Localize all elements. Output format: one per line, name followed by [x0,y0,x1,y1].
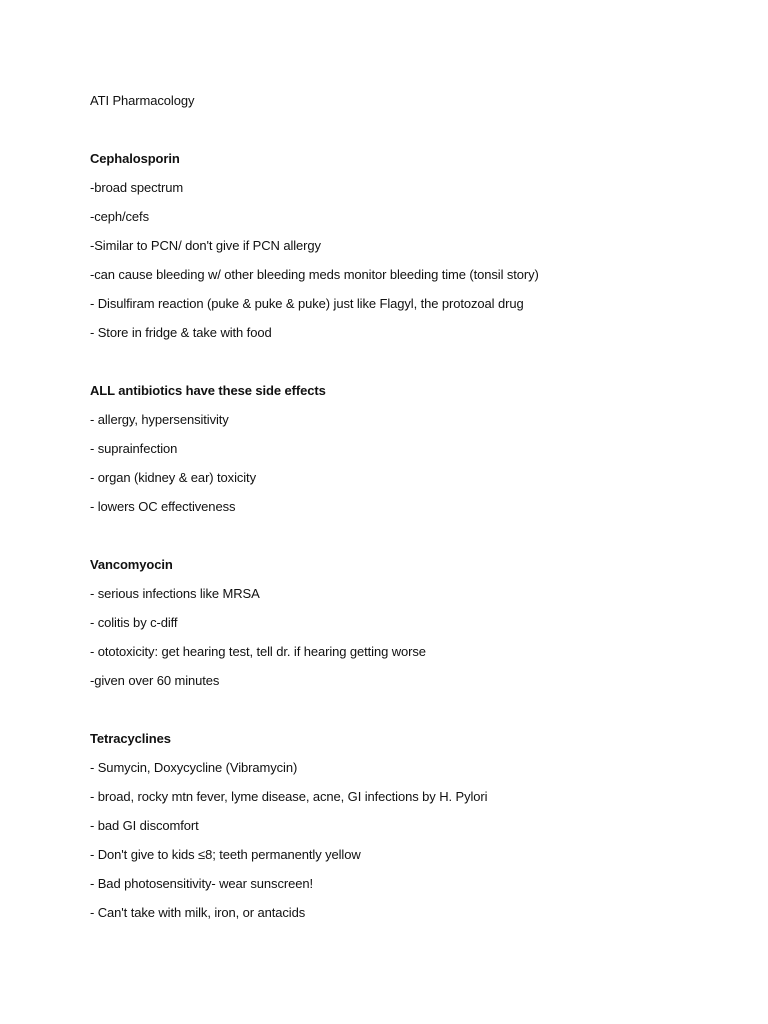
list-item: - Don't give to kids ≤8; teeth permanently yellow [90,847,361,862]
document-page [90,92,730,962]
list-item: -broad spectrum [90,180,184,195]
list-item: - allergy, hypersensitivity [90,412,229,427]
list-item: - ototoxicity: get hearing test, tell dr. if hearing getting worse [90,644,426,659]
list-item: - lowers OC effectiveness [90,499,236,514]
list-item: - Can't take with milk, iron, or antacids [90,905,306,920]
list-item: -given over 60 minutes [90,673,220,688]
section-heading: Cephalosporin [90,151,180,166]
list-item: - Store in fridge & take with food [90,325,272,340]
section-cephalosporin [90,150,730,342]
document-title: ATI Pharmacology [90,93,195,108]
section-heading: Vancomyocin [90,557,173,572]
section-vancomyocin [90,556,730,690]
list-item: - Bad photosensitivity- wear sunscreen! [90,876,313,891]
list-item: - organ (kidney & ear) toxicity [90,470,256,485]
list-item: - Disulfiram reaction (puke & puke & puke) just like Flagyl, the protozoal drug [90,296,524,311]
list-item: - suprainfection [90,441,178,456]
list-item: - bad GI discomfort [90,818,199,833]
list-item: -ceph/cefs [90,209,149,224]
section-heading: ALL antibiotics have these side effects [90,383,326,398]
list-item: -Similar to PCN/ don't give if PCN allergy [90,238,321,253]
list-item: - broad, rocky mtn fever, lyme disease, acne, GI infections by H. Pylori [90,789,488,804]
list-item: - serious infections like MRSA [90,586,260,601]
section-tetracyclines [90,730,730,922]
list-item: - Sumycin, Doxycycline (Vibramycin) [90,760,298,775]
section-antibiotic-side-effects [90,382,730,516]
list-item: - colitis by c-diff [90,615,178,630]
list-item: -can cause bleeding w/ other bleeding meds monitor bleeding time (tonsil story) [90,267,539,282]
section-heading: Tetracyclines [90,731,171,746]
